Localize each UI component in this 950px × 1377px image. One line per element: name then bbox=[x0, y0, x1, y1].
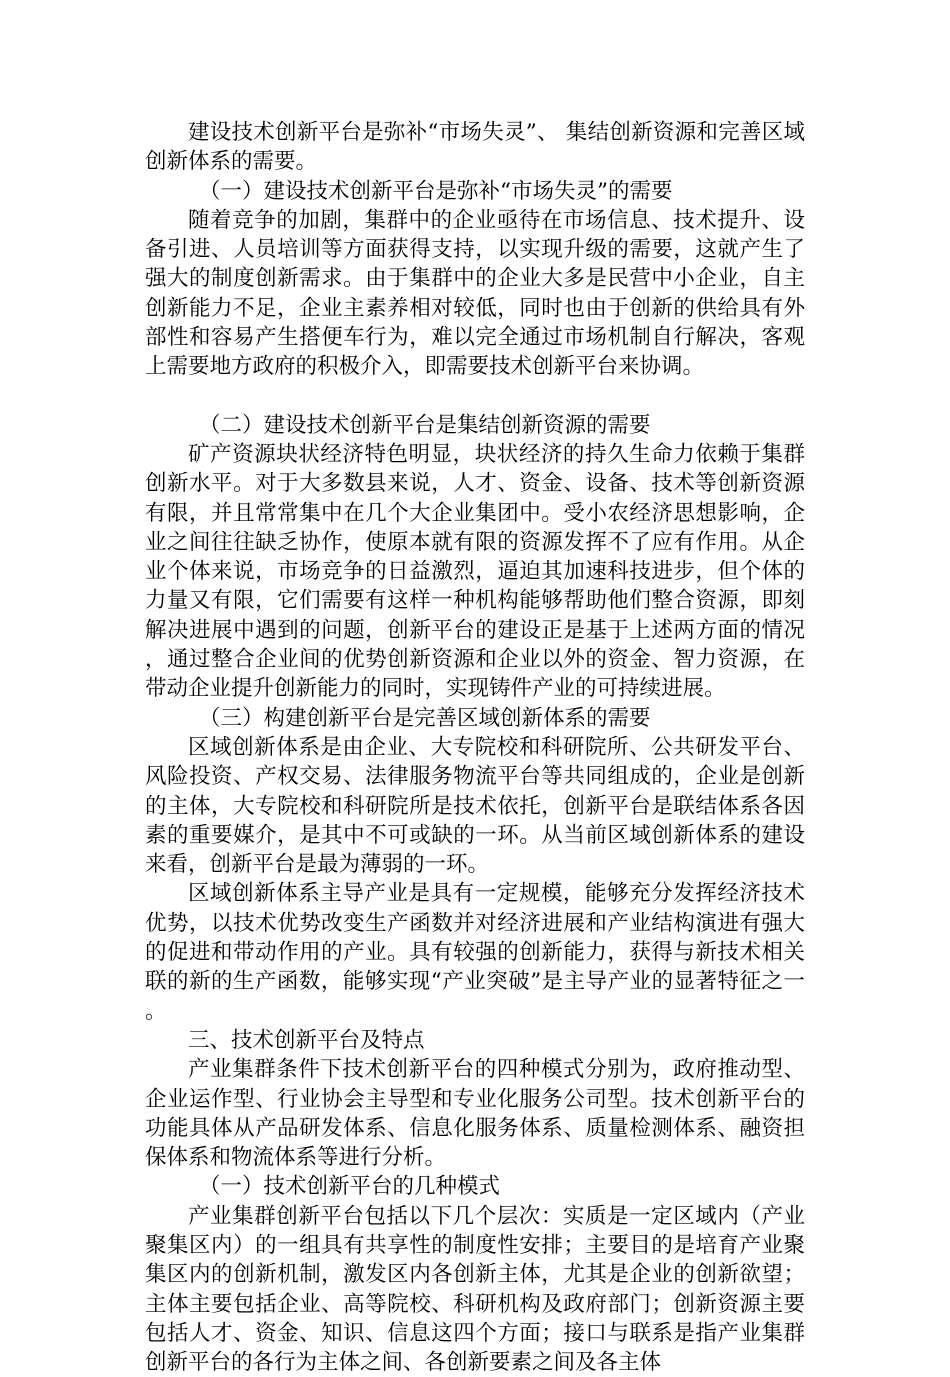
intro-paragraph: 建设技术创新平台是弥补“市场失灵”、 集结创新资源和完善区域创新体系的需要。 bbox=[145, 120, 805, 175]
body-paragraph-5: 产业集群条件下技术创新平台的四种模式分别为，政府推动型、企业运作型、行业协会主导型和专业化服务公司型。技术创新平台的功能具体从产品研发体系、信息化服务体系、质量检测体系、融资担保体系和物流体系等进行分析。 bbox=[145, 1057, 805, 1171]
section-heading-1: （一）建设技术创新平台是弥补“市场失灵”的需要 bbox=[199, 178, 673, 204]
section-heading-2: （二）建设技术创新平台是集结创新资源的需要 bbox=[199, 412, 651, 438]
paragraph-spacer bbox=[145, 382, 805, 411]
body-paragraph-1: 随着竞争的加剧，集群中的企业亟待在市场信息、技术提升、设备引进、人员培训等方面获得支持，以实现升级的需要，这就产生了强大的制度创新需求。由于集群中的企业大多是民营中小企业，自主创新能力不足，企业主素养相对较低，同时也由于创新的供给具有外部性和容易产生搭便车行为，难以完全通过市场机制自行解决，客观上需要地方政府的积极介入，即需要技术创新平台来协调。 bbox=[145, 207, 805, 380]
section-heading-4: （一）技术创新平台的几种模式 bbox=[199, 1174, 501, 1200]
body-paragraph-4: 区域创新体系主导产业是具有一定规模，能够充分发挥经济技术优势，以技术优势改变生产函数并对经济进展和产业结构演进有强大的促进和带动作用的产业。具有较强的创新能力，获得与新技术相关联的新的生产函数，能够实现“产业突破”是主导产业的显著特征之一。 bbox=[145, 881, 805, 1024]
document-page bbox=[145, 118, 805, 1377]
body-paragraph-3: 区域创新体系是由企业、大专院校和科研院所、公共研发平台、风险投资、产权交易、法律服务物流平台等共同组成的，企业是创新的主体，大专院校和科研院所是技术依托，创新平台是联结体系各因素的重要媒介，是其中不可或缺的一环。从当前区域创新体系的建设来看，创新平台是最为薄弱的一环。 bbox=[145, 734, 805, 878]
body-paragraph-6: 产业集群创新平台包括以下几个层次：实质是一定区域内（产业聚集区内）的一组具有共享性的制度性安排；主要目的是培育产业聚集区内的创新机制，激发区内各创新主体，尤其是企业的创新欲望；主体主要包括企业、高等院校、科研机构及政府部门；创新资源主要包括人才、资金、知识、信息这四个方面；接口与联系是指产业集群创新平台的各行为主体之间、各创新要素之间及各主体 bbox=[145, 1203, 805, 1376]
section-heading-3: （三）构建创新平台是完善区域创新体系的需要 bbox=[199, 705, 651, 731]
body-paragraph-2: 矿产资源块状经济特色明显，块状经济的持久生命力依赖于集群创新水平。对于大多数县来说，人才、资金、设备、技术等创新资源有限，并且常常集中在几个大企业集团中。受小农经济思想影响，企业之间往往缺乏协作，使原本就有限的资源发挥不了应有作用。从企业个体来说，市场竞争的日益激烈，逼迫其加速科技进步，但个体的力量又有限，它们需要有这样一种机构能够帮助他们整合资源，即刻解决进展中遇到的问题，创新平台的建设正是基于上述两方面的情况，通过整合企业间的优势创新资源和企业以外的资金、智力资源，在带动企业提升创新能力的同时，实现铸件产业的可持续进展。 bbox=[145, 441, 805, 702]
chapter-heading-3: 三、技术创新平台及特点 bbox=[188, 1027, 425, 1053]
